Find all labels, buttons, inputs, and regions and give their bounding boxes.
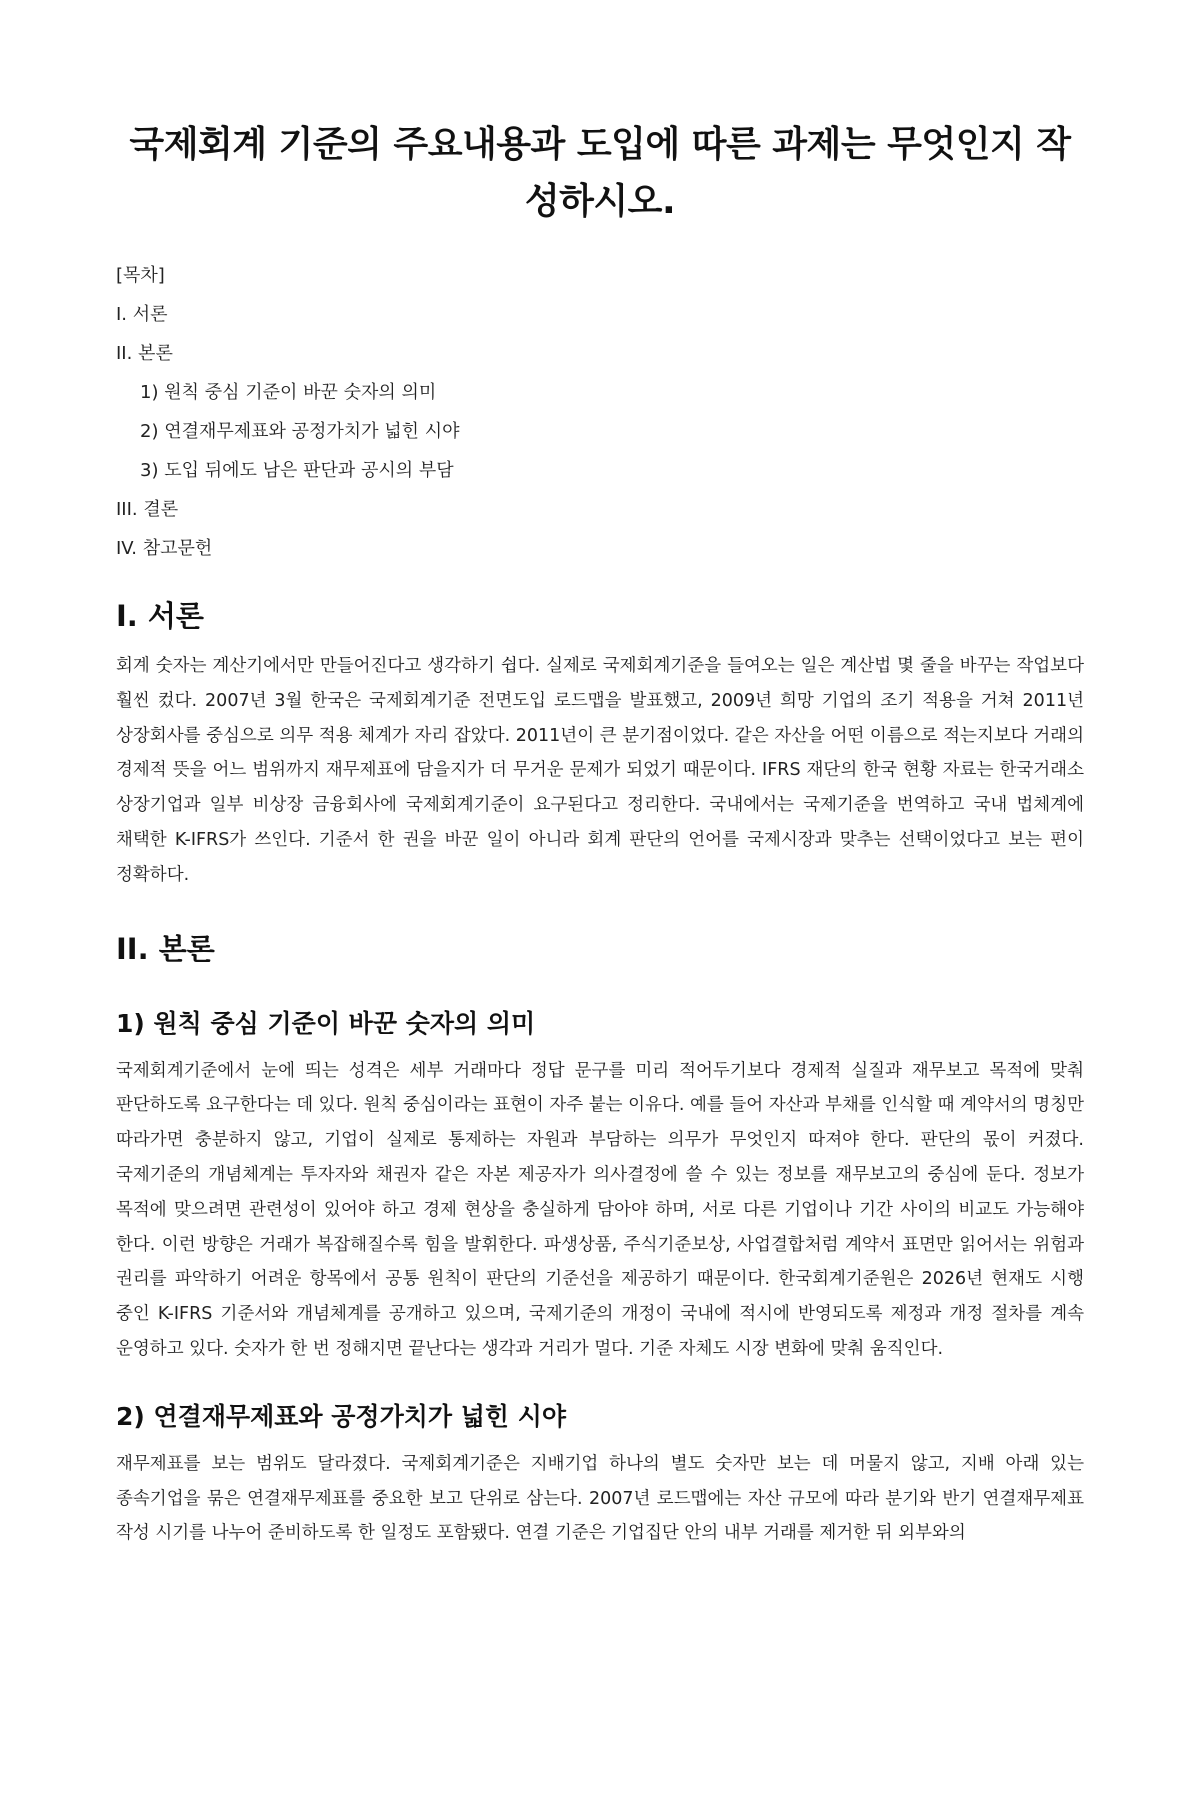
document-title: 국제회계 기준의 주요내용과 도입에 따른 과제는 무엇인지 작성하시오. (129, 124, 1071, 222)
section-heading-body: II. 본론 (116, 931, 215, 966)
subsection-heading-1: 1) 원칙 중심 기준이 바꾼 숫자의 의미 (116, 1008, 536, 1038)
toc-item-body-sub1: 1) 원칙 중심 기준이 바꾼 숫자의 의미 (140, 382, 437, 403)
subsection-2-paragraph: 재무제표를 보는 범위도 달라졌다. 국제회계기준은 지배기업 하나의 별도 숫자만 보는 데 머물지 않고, 지배 아래 있는 종속기업을 묶은 연결재무제표를 중요한 보고 단위로 삼는다. 2007년 로드맵에는 자산 규모에 따라 분기와 반기 연결재무제표 작성 시기를 나누어 준비하도록 한 일정도 포함됐다. 연결 기준은 기업집단 안의 내부 거래를 제거한 뒤 외부와의 (116, 1453, 1084, 1544)
toc-label: [목차] (116, 265, 165, 286)
toc-item-conclusion: III. 결론 (116, 499, 179, 520)
toc-item-body-sub3: 3) 도입 뒤에도 남은 판단과 공시의 부담 (140, 460, 454, 481)
table-of-contents (116, 256, 1084, 568)
subsection-heading-2: 2) 연결재무제표와 공정가치가 넓힌 시야 (116, 1401, 567, 1431)
section-heading-intro: I. 서론 (116, 599, 204, 633)
toc-item-body-sub2: 2) 연결재무제표와 공정가치가 넓힌 시야 (140, 421, 460, 442)
intro-paragraph: 회계 숫자는 계산기에서만 만들어진다고 생각하기 쉽다. 실제로 국제회계기준을 들여오는 일은 계산법 몇 줄을 바꾸는 작업보다 훨씬 컸다. 2007년 3월 한국은 국제회계기준 전면도입 로드맵을 발표했고, 2009년 희망 기업의 조기 적용을 거쳐 2011년 상장회사를 중심으로 의무 적용 체계가 자리 잡았다. 2011년이 큰 분기점이었다. 같은 자산을 어떤 이름으로 적는지보다 거래의 경제적 뜻을 어느 범위까지 재무제표에 담을지가 더 무거운 문제가 되었기 때문이다. IFRS 재단의 한국 현황 자료는 한국거래소 상장기업과 일부 비상장 금융회사에 국제회계기준이 요구된다고 정리한다. 국내에서는 국제기준을 번역하고 국내 법체계에 채택한 K-IFRS가 쓰인다. 기준서 한 권을 바꾼 일이 아니라 회계 판단의 언어를 국제시장과 맞추는 선택이었다고 보는 편이 정확하다. (116, 656, 1084, 885)
subsection-1-paragraph: 국제회계기준에서 눈에 띄는 성격은 세부 거래마다 정답 문구를 미리 적어두기보다 경제적 실질과 재무보고 목적에 맞춰 판단하도록 요구한다는 데 있다. 원칙 중심이라는 표현이 자주 붙는 이유다. 예를 들어 자산과 부채를 인식할 때 계약서의 명칭만 따라가면 충분하지 않고, 기업이 실제로 통제하는 자원과 부담하는 의무가 무엇인지 따져야 한다. 판단의 몫이 커졌다. 국제기준의 개념체계는 투자자와 채권자 같은 자본 제공자가 의사결정에 쓸 수 있는 정보를 재무보고의 중심에 둔다. 정보가 목적에 맞으려면 관련성이 있어야 하고 경제 현상을 충실하게 담아야 하며, 서로 다른 기업이나 기간 사이의 비교도 가능해야 한다. 이런 방향은 거래가 복잡해질수록 힘을 발휘한다. 파생상품, 주식기준보상, 사업결합처럼 계약서 표면만 읽어서는 위험과 권리를 파악하기 어려운 항목에서 공통 원칙이 판단의 기준선을 제공하기 때문이다. 한국회계기준원은 2026년 현재도 시행 중인 K-IFRS 기준서와 개념체계를 공개하고 있으며, 국제기준의 개정이 국내에 적시에 반영되도록 제정과 개정 절차를 계속 운영하고 있다. 숫자가 한 번 정해지면 끝난다는 생각과 거리가 멀다. 기준 자체도 시장 변화에 맞춰 움직인다. (116, 1060, 1084, 1359)
toc-item-references: IV. 참고문헌 (116, 538, 213, 559)
toc-item-body: II. 본론 (116, 343, 173, 364)
document-page (0, 116, 1200, 1812)
toc-item-intro: I. 서론 (116, 304, 168, 325)
